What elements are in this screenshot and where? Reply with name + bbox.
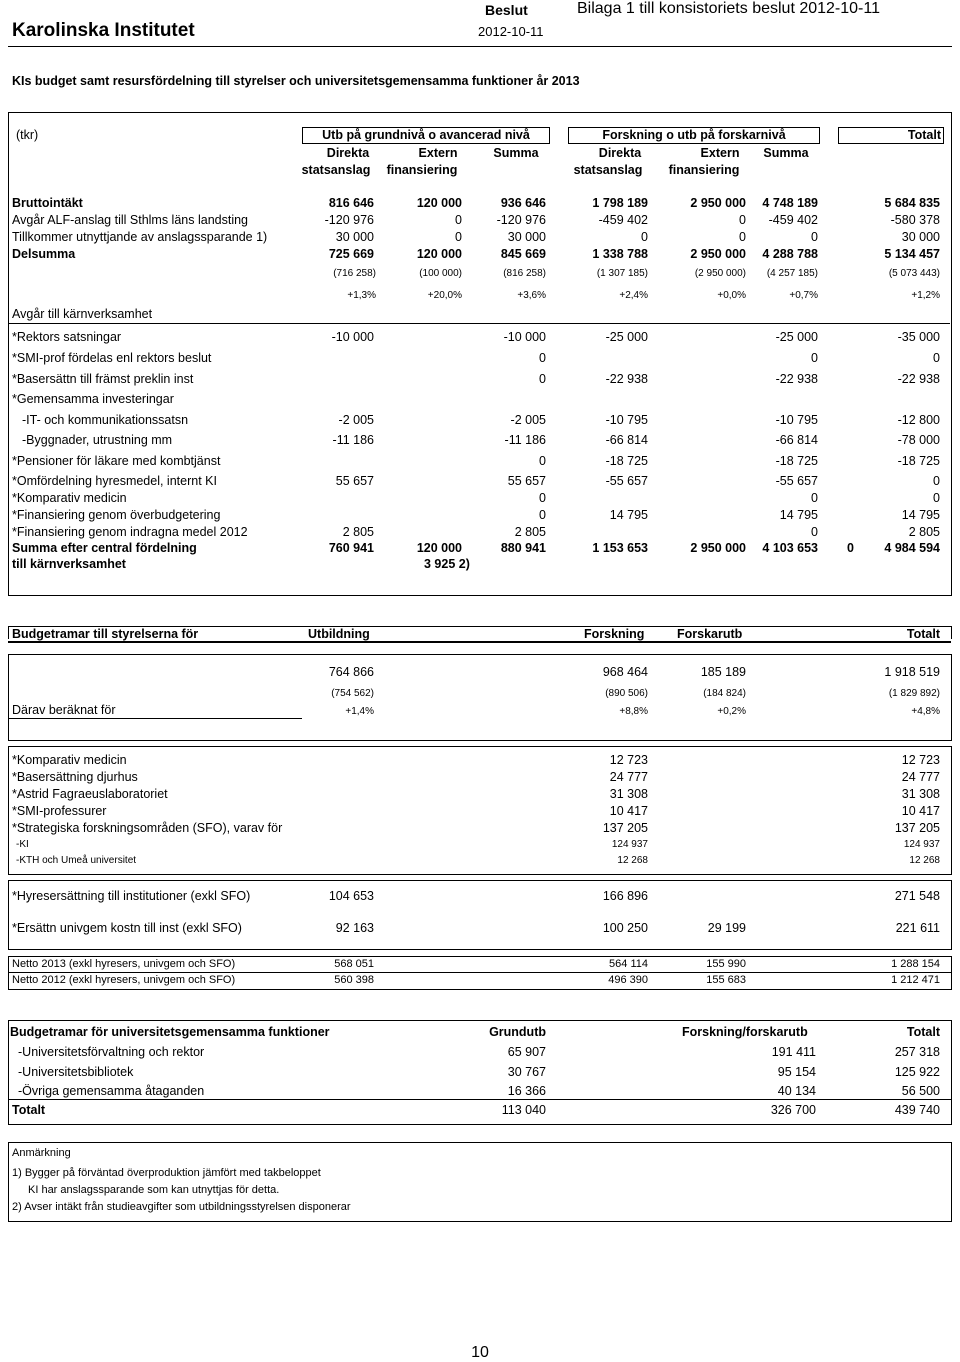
board-head-col: Forskarutb — [677, 627, 743, 641]
darav-item-value: 24 777 — [609, 770, 648, 784]
cell-value: 30 000 — [901, 230, 940, 244]
netto-value: 560 398 — [334, 974, 374, 986]
cell-value: 1 798 189 — [592, 196, 648, 210]
row-label: Tillkommer utnyttjande av anslagssparande 1) — [12, 230, 268, 244]
cell-value: 725 669 — [328, 247, 374, 261]
cell-value: 120 000 — [416, 196, 462, 210]
board-prev: (890 506) — [605, 688, 648, 699]
cell-value: 0 — [539, 351, 546, 365]
darav-item-value: 12 723 — [901, 753, 940, 767]
summa-value: 4 103 653 — [762, 541, 818, 555]
cell-value: 2 805 — [514, 525, 546, 539]
ersatt-value: 92 163 — [335, 921, 374, 935]
shared-head-col: Forskning/forskarutb — [682, 1025, 808, 1039]
darav-item-label: *Strategiska forskningsområden (SFO), varav för — [12, 821, 283, 835]
pct-change: +3,6% — [517, 290, 546, 301]
darav-item-label: *Astrid Fagraeuslaboratoriet — [12, 787, 168, 801]
row-label: -Byggnader, utrustning mm — [22, 433, 173, 447]
cell-value: 55 657 — [335, 474, 374, 488]
cell-value: -2 005 — [510, 413, 546, 427]
darav-item-value: 137 205 — [894, 821, 940, 835]
col-head: statsanslag — [301, 163, 371, 177]
shared-total-value: 439 740 — [894, 1103, 940, 1117]
cell-value: -55 657 — [775, 474, 818, 488]
cell-value: 816 646 — [328, 196, 374, 210]
col-head: Extern — [700, 146, 740, 160]
cell-value: 0 — [811, 491, 818, 505]
cell-value: -459 402 — [768, 213, 818, 227]
summa-value: 120 000 — [416, 541, 462, 555]
cell-value: 0 — [539, 491, 546, 505]
unit-label: (tkr) — [16, 128, 39, 142]
board-prev: (1 829 892) — [888, 688, 940, 699]
ersatt-value: 100 250 — [602, 921, 648, 935]
shared-row-label: -Övriga gemensamma åtaganden — [18, 1084, 205, 1098]
summa-value: 4 984 594 — [884, 541, 940, 555]
darav-subitem-label: -KTH och Umeå universitet — [16, 855, 137, 866]
netto-value: 496 390 — [608, 974, 648, 986]
prev-value: (816 258) — [503, 268, 546, 279]
board-head-col: Forskning — [584, 627, 645, 641]
shared-row-value: 16 366 — [507, 1084, 546, 1098]
netto-rule — [8, 972, 951, 973]
darav-items-frame — [8, 746, 952, 875]
board-head-col: Totalt — [906, 627, 940, 641]
cell-value: -11 186 — [504, 433, 546, 447]
darav-item-label: *SMI-professurer — [12, 804, 107, 818]
cell-value: 30 000 — [335, 230, 374, 244]
note-1: 1) Bygger på förväntad överproduktion jämfört med takbeloppet — [12, 1167, 321, 1179]
cell-value: -580 378 — [890, 213, 940, 227]
darav-subitem-value: 124 937 — [903, 839, 940, 850]
cell-value: -66 814 — [775, 433, 818, 447]
cell-value: -22 938 — [605, 372, 648, 386]
board-pct: +0,2% — [717, 706, 746, 717]
summa-value: 0 — [847, 541, 854, 555]
pct-change: +0,7% — [789, 290, 818, 301]
cell-value: 4 748 189 — [762, 196, 818, 210]
cell-value: 2 950 000 — [690, 247, 746, 261]
shared-total-label: Totalt — [12, 1103, 46, 1117]
cell-value: 0 — [811, 351, 818, 365]
cell-value: 0 — [739, 230, 746, 244]
cell-value: 55 657 — [507, 474, 546, 488]
ersatt-label: *Ersättn univgem kostn till inst (exkl SFO) — [12, 921, 242, 935]
netto2012-label: Netto 2012 (exkl hyresers, univgem och SFO) — [12, 974, 236, 986]
shared-head-col: Grundutb — [489, 1025, 546, 1039]
shared-total-value: 113 040 — [501, 1103, 546, 1117]
ersatt-value: 221 611 — [895, 921, 940, 935]
row-label: *Finansiering genom överbudgetering — [12, 508, 221, 522]
col-head: finansiering — [386, 163, 458, 177]
shared-head-col: Totalt — [906, 1025, 940, 1039]
ersatt-value: 29 199 — [707, 921, 746, 935]
col-head: Summa — [493, 146, 539, 160]
darav-subitem-value: 12 268 — [617, 855, 648, 866]
cell-value: -12 800 — [897, 413, 940, 427]
shared-row-value: 65 907 — [507, 1045, 546, 1059]
cell-value: -459 402 — [598, 213, 648, 227]
row-label: -IT- och kommunikationssatsn — [22, 413, 189, 427]
prev-value: (100 000) — [419, 268, 462, 279]
darav-item-value: 31 308 — [901, 787, 940, 801]
board-pct: +4,8% — [911, 706, 940, 717]
cell-value: -78 000 — [897, 433, 940, 447]
doc-type: Beslut — [485, 2, 528, 18]
cell-value: 0 — [641, 230, 648, 244]
cell-value: 0 — [539, 454, 546, 468]
cell-value: 30 000 — [507, 230, 546, 244]
summa-value: 2 950 000 — [690, 541, 746, 555]
cell-value: 14 795 — [779, 508, 818, 522]
col-head: Summa — [763, 146, 809, 160]
prev-value: (1 307 185) — [596, 268, 648, 279]
org-name: Karolinska Institutet — [12, 20, 195, 41]
row-label: *Rektors satsningar — [12, 330, 122, 344]
summa-value: 760 941 — [328, 541, 374, 555]
summa-value: 880 941 — [500, 541, 546, 555]
cell-value: 0 — [455, 230, 462, 244]
row-label: *SMI-prof fördelas enl rektors beslut — [12, 351, 212, 365]
pct-change: +1,2% — [911, 290, 940, 301]
header-rule — [8, 46, 952, 47]
section-rule — [8, 323, 950, 324]
row-label: *Omfördelning hyresmedel, internt KI — [12, 474, 217, 488]
page-number: 10 — [471, 1344, 489, 1361]
cell-value: -22 938 — [775, 372, 818, 386]
darav-subitem-label: -KI — [16, 839, 29, 850]
board-value: 764 866 — [328, 665, 374, 679]
darav-label: Därav beräknat för — [12, 703, 116, 717]
shared-row-label: -Universitetsförvaltning och rektor — [18, 1045, 205, 1059]
row-label: Delsumma — [12, 247, 76, 261]
darav-item-label: *Komparativ medicin — [12, 753, 127, 767]
board-value: 1 918 519 — [884, 665, 940, 679]
cell-value: -18 725 — [897, 454, 940, 468]
hyres-label: *Hyresersättning till institutioner (exkl SFO) — [12, 889, 251, 903]
shared-row-label: -Universitetsbibliotek — [18, 1065, 134, 1079]
board-pct: +8,8% — [619, 706, 648, 717]
cell-value: -35 000 — [897, 330, 940, 344]
group-header-total: Totalt — [838, 127, 944, 144]
cell-value: -11 186 — [332, 433, 374, 447]
shared-row-value: 30 767 — [507, 1065, 546, 1079]
doc-date: 2012-10-11 — [478, 24, 544, 39]
hyres-value: 104 653 — [328, 889, 374, 903]
row-label: *Pensioner för läkare med kombtjänst — [12, 454, 221, 468]
darav-item-value: 24 777 — [901, 770, 940, 784]
cell-value: -10 795 — [605, 413, 648, 427]
cell-value: -18 725 — [605, 454, 648, 468]
cell-value: 2 805 — [342, 525, 374, 539]
cell-value: 0 — [933, 474, 940, 488]
hyres-value: 271 548 — [894, 889, 940, 903]
cell-value: 14 795 — [901, 508, 940, 522]
cell-value: 0 — [811, 230, 818, 244]
group-header-education: Utb på grundnivå o avancerad nivå — [302, 127, 550, 144]
row-label: *Basersättn till främst preklin inst — [12, 372, 194, 386]
board-value: 968 464 — [602, 665, 648, 679]
karn-note: 3 925 2) — [424, 557, 470, 571]
cell-value: 4 288 788 — [762, 247, 818, 261]
row-label: Bruttointäkt — [12, 196, 83, 210]
cell-value: 14 795 — [609, 508, 648, 522]
note-1-cont: KI har anslagssparande som kan utnyttjas för detta. — [28, 1184, 280, 1196]
cell-value: 1 338 788 — [592, 247, 648, 261]
shared-row-value: 40 134 — [777, 1084, 816, 1098]
row-label: *Komparativ medicin — [12, 491, 127, 505]
group-header-research: Forskning o utb på forskarnivå — [568, 127, 820, 144]
cell-value: 5 134 457 — [884, 247, 940, 261]
notes-title: Anmärkning — [12, 1147, 71, 1159]
darav-subitem-value: 124 937 — [611, 839, 648, 850]
shared-row-value: 257 318 — [894, 1045, 940, 1059]
pct-change: +2,4% — [619, 290, 648, 301]
karn-label: till kärnverksamhet — [12, 557, 126, 571]
board-head-col: Utbildning — [308, 627, 370, 641]
netto-value: 564 114 — [609, 958, 648, 970]
summa-label: Summa efter central fördelning — [12, 541, 197, 555]
netto-value: 155 683 — [706, 974, 746, 986]
shared-row-value: 95 154 — [777, 1065, 816, 1079]
pct-change: +20,0% — [427, 290, 462, 301]
netto-value: 1 288 154 — [891, 958, 940, 970]
summa-value: 1 153 653 — [592, 541, 648, 555]
netto2013-label: Netto 2013 (exkl hyresers, univgem och SFO) — [12, 958, 236, 970]
darav-item-value: 31 308 — [609, 787, 648, 801]
shared-total-rule — [8, 1099, 951, 1100]
cell-value: 2 950 000 — [690, 196, 746, 210]
shared-row-value: 191 411 — [771, 1045, 816, 1059]
cell-value: 0 — [933, 351, 940, 365]
cell-value: -25 000 — [775, 330, 818, 344]
cell-value: 0 — [811, 525, 818, 539]
darav-item-value: 12 723 — [609, 753, 648, 767]
cell-value: -22 938 — [897, 372, 940, 386]
cell-value: 0 — [739, 213, 746, 227]
note-2: 2) Avser intäkt från studieavgifter som utbildningsstyrelsen disponerar — [12, 1201, 351, 1213]
section-label-karnverksamhet: Avgår till kärnverksamhet — [12, 307, 153, 321]
darav-item-label: *Basersättning djurhus — [12, 770, 138, 784]
cell-value: 936 646 — [500, 196, 546, 210]
cell-value: 0 — [539, 508, 546, 522]
cell-value: -18 725 — [775, 454, 818, 468]
cell-value: 0 — [539, 372, 546, 386]
board-prev: (184 824) — [703, 688, 746, 699]
cell-value: -10 795 — [775, 413, 818, 427]
prev-value: (2 950 000) — [694, 268, 746, 279]
row-label: *Gemensamma investeringar — [12, 392, 174, 406]
cell-value: 845 669 — [500, 247, 546, 261]
attachment-label: Bilaga 1 till konsistoriets beslut 2012-10-11 — [577, 0, 880, 17]
shared-row-value: 125 922 — [894, 1065, 940, 1079]
board-values-frame — [8, 654, 952, 741]
prev-value: (716 258) — [333, 268, 376, 279]
shared-head-label: Budgetramar för universitetsgemensamma funktioner — [10, 1025, 330, 1039]
cell-value: 5 684 835 — [884, 196, 940, 210]
row-label: *Finansiering genom indragna medel 2012 — [12, 525, 248, 539]
board-head-label: Budgetramar till styrelserna för — [12, 627, 199, 641]
cell-value: -55 657 — [605, 474, 648, 488]
col-head: Extern — [418, 146, 458, 160]
cell-value: 2 805 — [908, 525, 940, 539]
cell-value: 0 — [933, 491, 940, 505]
col-head: Direkta — [598, 146, 642, 160]
cell-value: -120 976 — [496, 213, 546, 227]
board-prev: (754 562) — [331, 688, 374, 699]
cell-value: 120 000 — [416, 247, 462, 261]
pct-change: +0,0% — [717, 290, 746, 301]
cell-value: 0 — [455, 213, 462, 227]
board-pct: +1,4% — [345, 706, 374, 717]
cell-value: -10 000 — [503, 330, 546, 344]
col-head: Direkta — [326, 146, 370, 160]
col-head: finansiering — [668, 163, 740, 177]
row-label: Avgår ALF-anslag till Sthlms läns landsting — [12, 213, 248, 227]
netto-value: 1 212 471 — [891, 974, 940, 986]
board-value: 185 189 — [700, 665, 746, 679]
darav-item-value: 10 417 — [901, 804, 940, 818]
cell-value: -66 814 — [605, 433, 648, 447]
col-head: statsanslag — [573, 163, 643, 177]
page-title: KIs budget samt resursfördelning till styrelser och universitetsgemensamma funktioner år 2013 — [12, 74, 580, 88]
hyres-value: 166 896 — [602, 889, 648, 903]
darav-item-value: 10 417 — [609, 804, 648, 818]
netto-value: 155 990 — [706, 958, 746, 970]
prev-value: (5 073 443) — [888, 268, 940, 279]
prev-value: (4 257 185) — [766, 268, 818, 279]
cell-value: -120 976 — [324, 213, 374, 227]
shared-row-value: 56 500 — [901, 1084, 940, 1098]
board-head-rule — [8, 641, 951, 643]
cell-value: -25 000 — [605, 330, 648, 344]
netto-value: 568 051 — [334, 958, 374, 970]
darav-subitem-value: 12 268 — [909, 855, 940, 866]
darav-item-value: 137 205 — [602, 821, 648, 835]
cell-value: -10 000 — [331, 330, 374, 344]
pct-change: +1,3% — [347, 290, 376, 301]
shared-total-value: 326 700 — [770, 1103, 816, 1117]
cell-value: -2 005 — [338, 413, 374, 427]
darav-rule — [8, 718, 302, 719]
